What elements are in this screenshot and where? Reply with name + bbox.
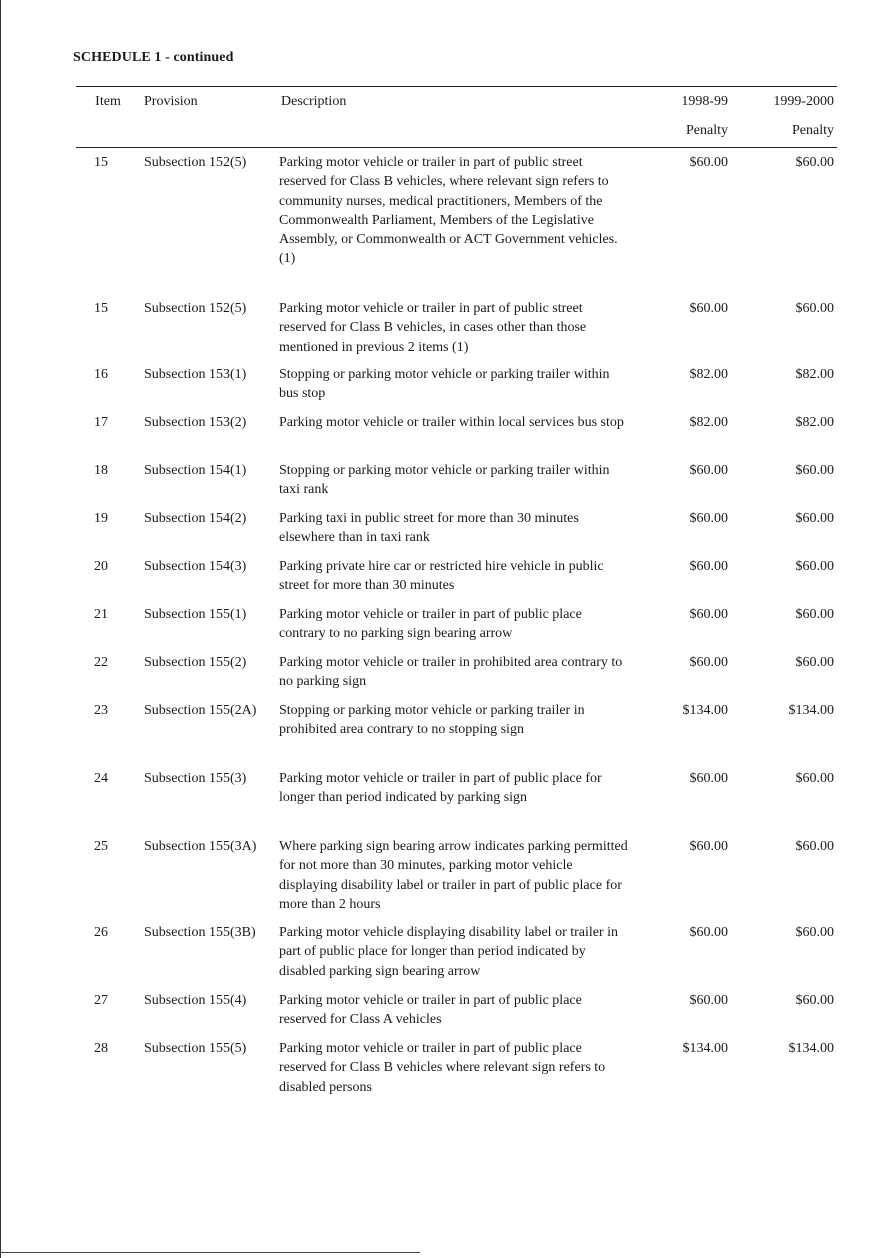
row-description: Parking motor vehicle or trailer in part of public place reserved for Class A vehicles <box>279 993 582 1028</box>
row-penalty-1998: $60.00 <box>689 655 728 670</box>
header-year-1998: 1998-99 <box>681 94 728 109</box>
row-penalty-1998: $60.00 <box>689 301 728 316</box>
row-penalty-1999: $60.00 <box>795 771 834 786</box>
table-row <box>0 461 892 509</box>
row-penalty-1998: $60.00 <box>689 607 728 622</box>
row-item-number: 20 <box>94 559 108 574</box>
row-penalty-1999: $134.00 <box>788 1041 834 1056</box>
row-description: Parking taxi in public street for more than 30 minutes elsewhere than in taxi rank <box>279 511 579 546</box>
row-penalty-1998: $60.00 <box>689 559 728 574</box>
table-row <box>0 923 892 991</box>
row-description: Stopping or parking motor vehicle or parking trailer in prohibited area contrary to no stopping sign <box>279 703 585 738</box>
row-description: Parking motor vehicle or trailer in part of public place for longer than period indicated by parking sign <box>279 771 602 806</box>
row-description: Parking motor vehicle or trailer in part of public street reserved for Class B vehicles, where relevant sign refers to community nurses, medical practitioners, Members of the Commonwealth Parliament, Members of the Legislative Assembly, or Commonwealth or ACT Government vehicles. (1) <box>279 155 618 267</box>
table-row <box>0 991 892 1039</box>
row-provision: Subsection 155(5) <box>144 1041 247 1056</box>
header-penalty-1999: Penalty <box>792 123 834 138</box>
row-penalty-1998: $60.00 <box>689 925 728 940</box>
row-description: Parking motor vehicle displaying disability label or trailer in part of public place for longer than period indicated by disabled parking sign bearing arrow <box>279 925 619 979</box>
row-description: Parking motor vehicle or trailer in part of public place contrary to no parking sign bearing arrow <box>279 607 582 642</box>
row-description: Stopping or parking motor vehicle or parking trailer within bus stop <box>279 367 610 402</box>
table-header-rule <box>76 147 837 148</box>
row-provision: Subsection 153(2) <box>144 415 247 430</box>
row-penalty-1998: $60.00 <box>689 993 728 1008</box>
table-row <box>0 653 892 701</box>
row-description: Parking motor vehicle or trailer in part of public street reserved for Class B vehicles, in cases other than those mentioned in previous 2 items (1) <box>279 301 587 355</box>
header-item: Item <box>95 94 121 109</box>
table-row <box>0 299 892 365</box>
row-penalty-1999: $60.00 <box>795 511 834 526</box>
page-bottom-rule <box>0 1252 420 1253</box>
row-penalty-1999: $82.00 <box>795 415 834 430</box>
row-penalty-1999: $60.00 <box>795 155 834 170</box>
row-penalty-1998: $60.00 <box>689 839 728 854</box>
row-item-number: 15 <box>94 301 108 316</box>
row-item-number: 26 <box>94 925 108 940</box>
row-penalty-1998: $60.00 <box>689 463 728 478</box>
row-provision: Subsection 155(3B) <box>144 925 256 940</box>
table-row <box>0 701 892 769</box>
row-penalty-1998: $60.00 <box>689 511 728 526</box>
table-row <box>0 365 892 413</box>
row-penalty-1998: $82.00 <box>689 415 728 430</box>
table-row <box>0 509 892 557</box>
row-provision: Subsection 154(2) <box>144 511 247 526</box>
row-provision: Subsection 154(3) <box>144 559 247 574</box>
row-description: Parking motor vehicle or trailer in prohibited area contrary to no parking sign <box>279 655 623 690</box>
row-provision: Subsection 155(1) <box>144 607 247 622</box>
row-description: Parking motor vehicle or trailer in part of public place reserved for Class B vehicles where relevant sign refers to disabled persons <box>279 1041 606 1095</box>
row-item-number: 27 <box>94 993 108 1008</box>
row-penalty-1998: $82.00 <box>689 367 728 382</box>
header-description: Description <box>281 94 347 109</box>
table-row <box>0 837 892 923</box>
row-description: Parking motor vehicle or trailer within local services bus stop <box>279 415 624 430</box>
row-provision: Subsection 152(5) <box>144 301 247 316</box>
penalty-table-body <box>0 153 892 1109</box>
row-penalty-1999: $60.00 <box>795 839 834 854</box>
header-year-1999: 1999-2000 <box>773 94 834 109</box>
row-penalty-1998: $60.00 <box>689 771 728 786</box>
row-item-number: 24 <box>94 771 108 786</box>
row-description: Stopping or parking motor vehicle or parking trailer within taxi rank <box>279 463 610 498</box>
row-penalty-1999: $60.00 <box>795 655 834 670</box>
row-penalty-1998: $134.00 <box>682 1041 728 1056</box>
row-penalty-1999: $60.00 <box>795 559 834 574</box>
table-top-rule <box>76 86 837 87</box>
row-penalty-1999: $60.00 <box>795 607 834 622</box>
row-penalty-1999: $134.00 <box>788 703 834 718</box>
row-item-number: 19 <box>94 511 108 526</box>
schedule-heading: SCHEDULE 1 - continued <box>73 50 234 65</box>
row-description: Parking private hire car or restricted hire vehicle in public street for more than 30 minutes <box>279 559 604 594</box>
row-provision: Subsection 154(1) <box>144 463 247 478</box>
row-provision: Subsection 155(2A) <box>144 703 257 718</box>
row-penalty-1999: $60.00 <box>795 301 834 316</box>
table-row <box>0 769 892 837</box>
table-row <box>0 605 892 653</box>
row-provision: Subsection 153(1) <box>144 367 247 382</box>
header-provision: Provision <box>144 94 198 109</box>
row-provision: Subsection 155(4) <box>144 993 247 1008</box>
row-item-number: 28 <box>94 1041 108 1056</box>
row-provision: Subsection 155(3) <box>144 771 247 786</box>
table-row <box>0 557 892 605</box>
row-item-number: 23 <box>94 703 108 718</box>
table-row <box>0 1039 892 1109</box>
row-item-number: 17 <box>94 415 108 430</box>
row-item-number: 15 <box>94 155 108 170</box>
row-item-number: 18 <box>94 463 108 478</box>
row-penalty-1999: $60.00 <box>795 925 834 940</box>
row-provision: Subsection 155(2) <box>144 655 247 670</box>
row-provision: Subsection 155(3A) <box>144 839 257 854</box>
table-row <box>0 413 892 461</box>
row-item-number: 25 <box>94 839 108 854</box>
row-penalty-1999: $60.00 <box>795 993 834 1008</box>
row-penalty-1998: $60.00 <box>689 155 728 170</box>
row-item-number: 22 <box>94 655 108 670</box>
row-penalty-1998: $134.00 <box>682 703 728 718</box>
row-penalty-1999: $60.00 <box>795 463 834 478</box>
row-description: Where parking sign bearing arrow indicates parking permitted for not more than 30 minutes, parking motor vehicle displaying disability label or trailer in part of public place for more than 2 hours <box>279 839 628 912</box>
table-row <box>0 153 892 299</box>
row-item-number: 21 <box>94 607 108 622</box>
row-provision: Subsection 152(5) <box>144 155 247 170</box>
row-penalty-1999: $82.00 <box>795 367 834 382</box>
header-penalty-1998: Penalty <box>686 123 728 138</box>
row-item-number: 16 <box>94 367 108 382</box>
